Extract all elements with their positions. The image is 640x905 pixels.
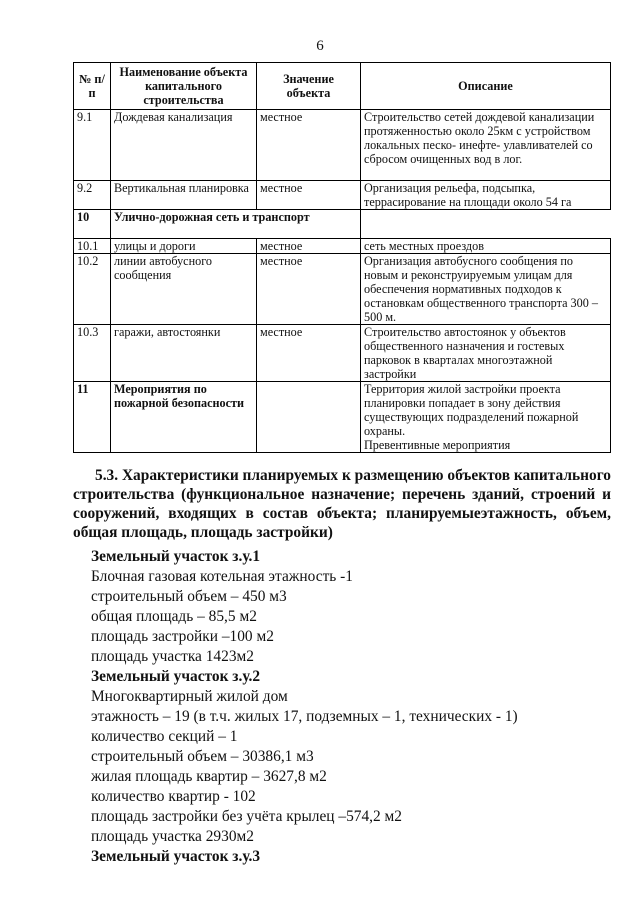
plot2-line: площадь участка 2930м2 (91, 828, 254, 845)
row-value: местное (257, 325, 361, 382)
row-value: местное (257, 181, 361, 210)
row-name: Вертикальная планировка (111, 181, 257, 210)
row-description: Организация рельефа, подсыпка, террасирование на площади около 54 га (361, 181, 611, 210)
row-description-extra: Превентивные мероприятия (364, 438, 511, 452)
row-name: гаражи, автостоянки (111, 325, 257, 382)
objects-table (73, 62, 611, 453)
row-num: 10 (74, 210, 111, 239)
plot1-title: Земельный участок з.у.1 (91, 548, 261, 565)
plot2-title: Земельный участок з.у.2 (91, 668, 261, 685)
row-description: Строительство автостоянок у объектов общественного назначения и гостевых парковок в кварталах многоэтажной застройки (361, 325, 611, 382)
row-description: Строительство сетей дождевой канализации протяженностью около 25км с устройством локальных песко- инефте- улавливателей со сбросом очищенных вод в лог. (361, 110, 611, 181)
plot1-line: общая площадь – 85,5 м2 (91, 608, 257, 625)
plot1-line: Блочная газовая котельная этажность -1 (91, 568, 353, 585)
plot2-line: строительный объем – 30386,1 м3 (91, 748, 314, 765)
row-description (361, 382, 611, 453)
header-num: № п/п (74, 63, 111, 110)
plot2-line: жилая площадь квартир – 3627,8 м2 (91, 768, 327, 785)
row-value: местное (257, 254, 361, 325)
header-name: Наименование объекта капитального строительства (111, 63, 257, 110)
plot2-line: этажность – 19 (в т.ч. жилых 17, подземных – 1, технических - 1) (91, 708, 518, 725)
table-row (74, 382, 611, 453)
row-num: 10.1 (74, 239, 111, 254)
table-row (74, 325, 611, 382)
header-value: Значение объекта (257, 63, 361, 110)
row-num: 9.2 (74, 181, 111, 210)
plot2-line: количество секций – 1 (91, 728, 238, 745)
plot2-line: площадь застройки без учёта крылец –574,2 м2 (91, 808, 402, 825)
plot1-line: площадь застройки –100 м2 (91, 628, 274, 645)
plot1-line: строительный объем – 450 м3 (91, 588, 287, 605)
table-row (74, 254, 611, 325)
section-heading: 5.3. Характеристики планируемых к размещению объектов капитального строительства (функциональное назначение; перечень зданий, строений и сооружений, входящих в состав объекта; планируемыеэтажность, объем, общая площадь, площадь застройки) (73, 467, 611, 541)
row-value (257, 382, 361, 453)
row-value: местное (257, 110, 361, 181)
table-row (74, 110, 611, 181)
row-num: 11 (74, 382, 111, 453)
row-name: линии автобусного сообщения (111, 254, 257, 325)
row-num: 10.2 (74, 254, 111, 325)
row-value: местное (257, 239, 361, 254)
row-description (361, 210, 611, 239)
row-description: Организация автобусного сообщения по новым и реконструируемым улицам для обеспечения нормативных подходов к остановкам общественного транспорта 300 – 500 м. (361, 254, 611, 325)
table-row (74, 210, 611, 239)
page-number: 6 (316, 38, 324, 54)
plot2-line: Многоквартирный жилой дом (91, 688, 288, 705)
table-row (74, 239, 611, 254)
row-name: Дождевая канализация (111, 110, 257, 181)
plot2-line: количество квартир - 102 (91, 788, 256, 805)
row-description: сеть местных проездов (361, 239, 611, 254)
row-name: улицы и дороги (111, 239, 257, 254)
plot3-title: Земельный участок з.у.3 (91, 848, 261, 865)
row-description-text: Территория жилой застройки проекта планировки попадает в зону действия существующих подразделений пожарной охраны. (364, 382, 579, 438)
table-row (74, 181, 611, 210)
plot1-line: площадь участка 1423м2 (91, 648, 254, 665)
row-name: Улично-дорожная сеть и транспорт (111, 210, 361, 239)
header-description: Описание (361, 63, 611, 110)
row-num: 9.1 (74, 110, 111, 181)
plot-descriptions (91, 547, 611, 867)
row-num: 10.3 (74, 325, 111, 382)
row-name: Мероприятия по пожарной безопасности (111, 382, 257, 453)
